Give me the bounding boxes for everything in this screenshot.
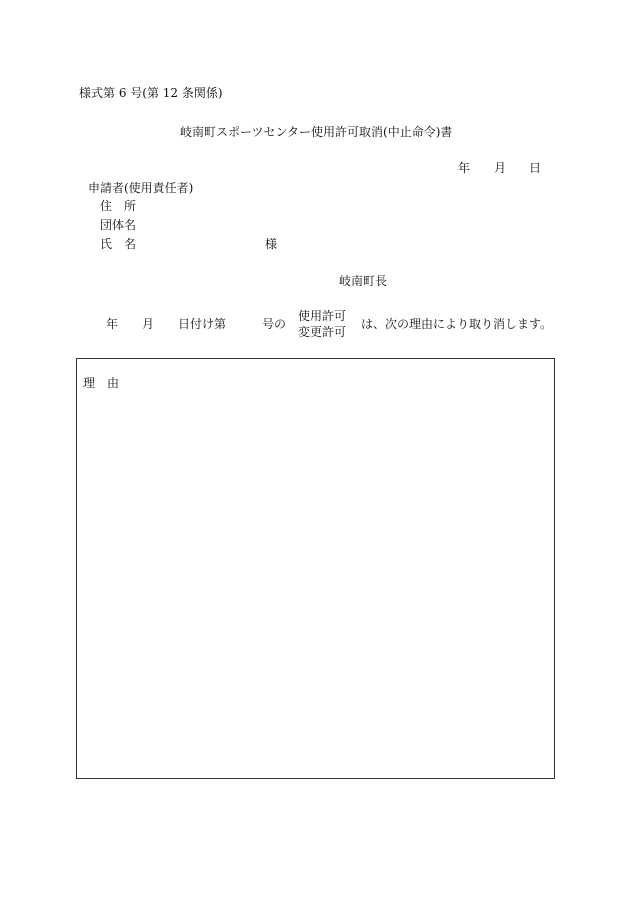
notice-number-suffix: 号の (262, 317, 287, 331)
name-label: 氏 名 (100, 237, 137, 251)
date-month: 月 (494, 161, 507, 175)
reason-box (76, 358, 555, 779)
issuer-name: 岐南町長 (339, 274, 388, 288)
notice-date-suffix: 日付け第 (178, 317, 227, 331)
form-number: 様式第 6 号(第 12 条関係) (79, 86, 223, 100)
address-label: 住 所 (100, 199, 137, 213)
date-day: 日 (529, 161, 542, 175)
applicant-heading: 申請者(使用責任者) (88, 181, 194, 195)
organization-label: 団体名 (100, 218, 137, 232)
option-use-permit: 使用許可 (298, 309, 347, 323)
reason-label: 理 由 (83, 376, 120, 390)
notice-month: 月 (142, 317, 155, 331)
notice-year: 年 (106, 317, 119, 331)
honorific: 様 (265, 237, 278, 251)
document-title: 岐南町スポーツセンター使用許可取消(中止命令)書 (180, 125, 453, 139)
option-change-permit: 変更許可 (298, 325, 347, 339)
notice-statement: は、次の理由により取り消します。 (361, 317, 553, 331)
date-year: 年 (458, 161, 471, 175)
